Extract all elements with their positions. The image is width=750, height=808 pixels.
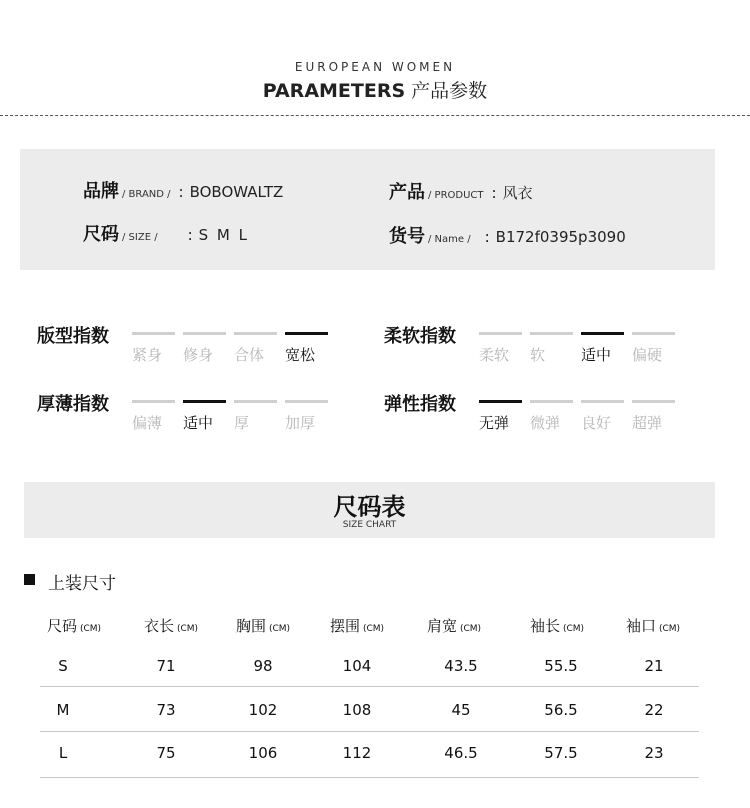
table-cell: 102 [248,701,278,719]
index-elasticity-option: 无弹 [479,400,523,433]
table-cell: 21 [644,657,664,675]
info-code-value: B172f0395p3090 [495,228,626,246]
section-square-icon [24,574,35,585]
table-cell: 108 [342,701,372,719]
table-cell: S [58,657,68,675]
header-title-cn: 产品参数 [411,80,488,102]
table-cell: M [56,701,70,719]
info-code-en: / Name / [428,234,471,245]
table-cell: 46.5 [444,744,478,762]
index-thickness-option: 加厚 [285,400,329,433]
index-thickness-title: 厚薄指数 [37,394,109,415]
index-softness-option: 软 [530,332,574,365]
section-title: 上装尺寸 [48,574,116,594]
header-title-en: PARAMETERS [262,80,406,102]
index-softness-title: 柔软指数 [384,326,456,347]
row-divider [40,731,699,732]
table-header-cell: 尺码 (CM) [46,617,102,635]
index-fit-option: 修身 [183,332,227,365]
table-cell: 45 [451,701,471,719]
info-product-label: 产品 [389,182,425,203]
table-cell: 56.5 [544,701,578,719]
size-chart-title: 尺码表 [333,493,406,521]
table-cell: 43.5 [444,657,478,675]
index-fit-option: 宽松 [285,332,329,365]
info-product-value: 风衣 [502,184,533,202]
index-softness-option: 适中 [581,332,625,365]
index-elasticity-option: 良好 [581,400,625,433]
header-subtitle: EUROPEAN WOMEN [294,60,456,74]
info-product: 产品 / PRODUCT : 风衣 [389,178,533,204]
index-thickness-option: 适中 [183,400,227,433]
table-header-cell: 衣长 (CM) [143,617,199,635]
info-brand-en: / BRAND / [122,189,171,200]
table-cell: 73 [156,701,176,719]
table-cell: 98 [253,657,273,675]
row-divider [40,686,699,687]
index-thickness-option: 偏薄 [132,400,176,433]
row-divider [40,777,699,778]
index-elasticity-option: 超弹 [632,400,676,433]
info-size-en: / SIZE / [122,232,158,243]
info-size: 尺码 / SIZE / : S M L [83,220,249,246]
info-code-label: 货号 [389,226,425,247]
info-brand-value: BOBOWALTZ [189,183,284,201]
table-header-cell: 胸围 (CM) [235,617,291,635]
header-divider [0,115,750,116]
index-fit-title: 版型指数 [37,326,109,347]
product-info-box [20,149,715,270]
index-softness-option: 柔软 [479,332,523,365]
table-cell: 57.5 [544,744,578,762]
index-fit-option: 合体 [234,332,278,365]
index-elasticity-option: 微弹 [530,400,574,433]
info-product-en: / PRODUCT [428,190,484,201]
table-header-cell: 袖口 (CM) [625,617,681,635]
index-fit-option: 紧身 [132,332,176,365]
table-cell: L [58,744,68,762]
index-softness-option: 偏硬 [632,332,676,365]
table-cell: 112 [342,744,372,762]
table-cell: 23 [644,744,664,762]
info-brand: 品牌 / BRAND / : BOBOWALTZ [83,177,283,203]
table-header-cell: 袖长 (CM) [529,617,585,635]
table-cell: 75 [156,744,176,762]
table-header-cell: 肩宽 (CM) [426,617,482,635]
table-cell: 22 [644,701,664,719]
header-title [0,76,750,103]
info-size-label: 尺码 [83,224,119,245]
table-cell: 55.5 [544,657,578,675]
size-chart-subtitle: SIZE CHART [342,520,397,530]
index-thickness-option: 厚 [234,400,278,433]
table-cell: 104 [342,657,372,675]
table-cell: 71 [156,657,176,675]
index-elasticity-title: 弹性指数 [384,394,456,415]
table-cell: 106 [248,744,278,762]
info-size-value: S M L [198,226,249,244]
table-header-cell: 摆围 (CM) [329,617,385,635]
info-code: 货号 / Name / : B172f0395p3090 [389,222,626,248]
info-brand-label: 品牌 [83,181,119,202]
